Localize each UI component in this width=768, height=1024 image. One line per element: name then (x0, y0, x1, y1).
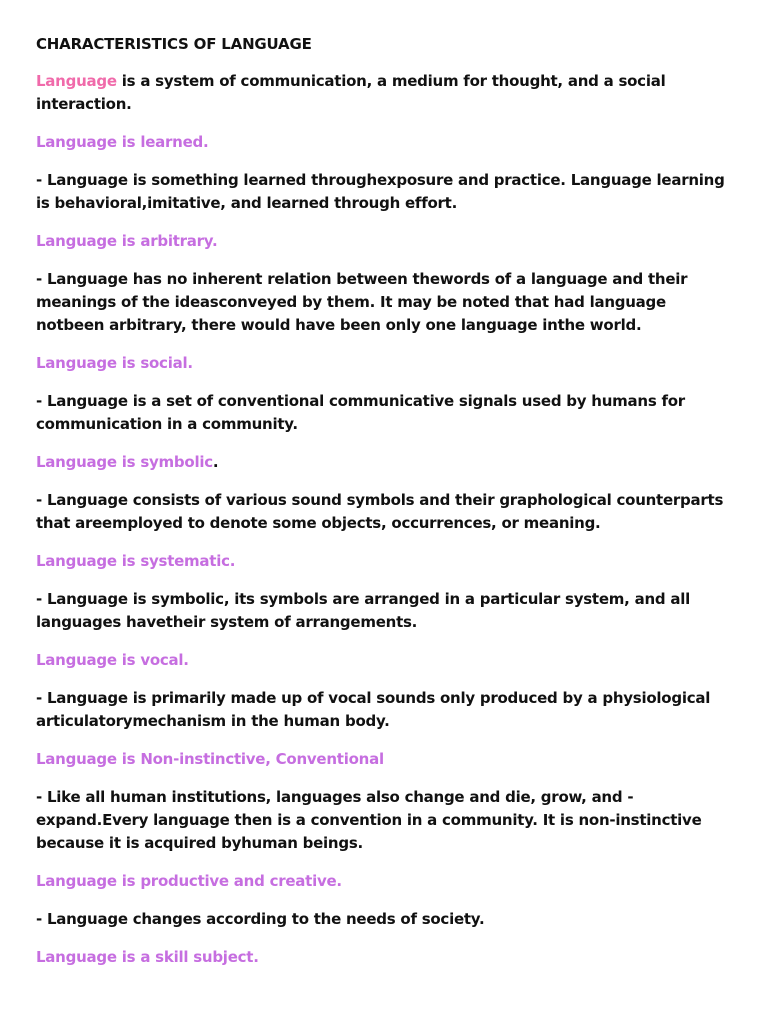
document-title: CHARACTERISTICS OF LANGUAGE (36, 35, 312, 53)
section-body-social: - Language is a set of conventional communicative signals used by humans for communication in a community. (36, 392, 685, 433)
intro-text: is a system of communication, a medium for thought, and a social interaction. (36, 72, 666, 113)
section-body-arbitrary: - Language has no inherent relation between thewords of a language and their meanings of the ideasconveyed by them. It may be noted that had language notbeen arbitrary, there would have been only one language inthe world. (36, 270, 688, 334)
section-heading-vocal: Language is vocal. (36, 651, 189, 669)
section-heading-non-instinctive: Language is Non-instinctive, Conventional (36, 750, 384, 768)
section-heading-symbolic-period: . (212, 453, 219, 471)
section-heading-skill-subject: Language is a skill subject. (36, 948, 259, 966)
section-heading-productive: Language is productive and creative. (36, 872, 342, 890)
section-body-productive: - Language changes according to the needs of society. (36, 910, 485, 928)
section-heading-social: Language is social. (36, 354, 193, 372)
section-body-learned: - Language is something learned throughexposure and practice. Language learning is behavioral,imitative, and learned through effort. (36, 171, 725, 212)
section-heading-systematic: Language is systematic. (36, 552, 236, 570)
document-body (36, 33, 736, 984)
section-heading-arbitrary: Language is arbitrary. (36, 232, 218, 250)
section-heading-symbolic (36, 451, 736, 474)
section-body-systematic: - Language is symbolic, its symbols are arranged in a particular system, and all languages havetheir system of arrangements. (36, 590, 690, 631)
section-heading-symbolic-text: Language is symbolic (36, 453, 213, 471)
intro-paragraph (36, 70, 736, 116)
intro-keyword: Language (36, 72, 117, 90)
section-body-symbolic: - Language consists of various sound symbols and their graphological counterparts that areemployed to denote some objects, occurrences, or meaning. (36, 491, 724, 532)
section-body-vocal: - Language is primarily made up of vocal sounds only produced by a physiological articulatorymechanism in the human body. (36, 689, 711, 730)
section-body-non-instinctive: - Like all human institutions, languages also change and die, grow, and - expand.Every language then is a convention in a community. It is non-instinctive because it is acquired byhuman beings. (36, 788, 702, 852)
section-heading-learned: Language is learned. (36, 133, 209, 151)
